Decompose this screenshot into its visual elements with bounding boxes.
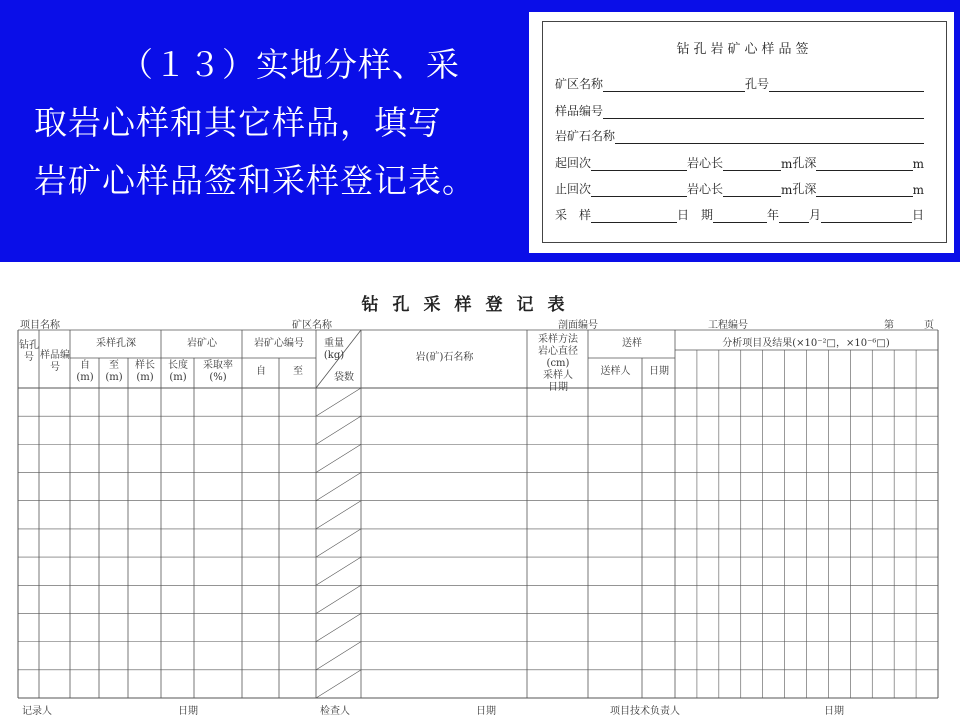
- footer-recorder: 记录人: [22, 706, 52, 717]
- meta-section-no: 剖面编号: [558, 320, 598, 331]
- hdr-analysis: 分析项目及结果(×10⁻²□，×10⁻⁶□): [722, 338, 890, 349]
- hdr-core-from: 自: [256, 366, 266, 377]
- hdr-sampler-date: 日期: [548, 382, 568, 393]
- label-end-blank: [591, 182, 687, 197]
- label-rock-blank: [615, 129, 924, 144]
- slide-line-3: 岩矿心样品签和采样登记表。: [34, 161, 476, 200]
- label-row-start: [555, 153, 924, 171]
- slide-text: [34, 36, 514, 210]
- grid-row-diagonal-8: [316, 613, 361, 641]
- hdr-length: [162, 360, 194, 384]
- label-year: 年: [767, 208, 780, 222]
- label-core-length-2: 岩心长: [687, 182, 724, 196]
- label-unit-m: m: [781, 157, 793, 171]
- label-rock-name: 岩矿石名称: [555, 129, 616, 143]
- meta-mine-name: 矿区名称: [292, 320, 332, 331]
- label-sampling-blank: [591, 208, 677, 223]
- hdr-length-unit: (m): [169, 372, 187, 383]
- hdr-sample-no: 样品编号: [40, 350, 70, 373]
- label-row-rock: [555, 126, 924, 144]
- hdr-hole-no: 钻孔号: [19, 340, 39, 363]
- footer-date-3: 日期: [824, 706, 844, 717]
- footer-checker: 检查人: [320, 706, 350, 717]
- hdr-weight-text: 重量: [324, 338, 344, 349]
- hdr-core-no: 岩矿心编号: [254, 338, 304, 349]
- hdr-to: [100, 360, 128, 384]
- hdr-bags: 袋数: [334, 372, 354, 383]
- slide-line-1: （１３）实地分样、采: [120, 45, 460, 84]
- grid-row-diagonal-5: [316, 529, 361, 557]
- footer-tech-lead: 项目技术负责人: [610, 706, 680, 717]
- label-day-blank: [821, 208, 912, 223]
- hdr-from: [71, 360, 99, 384]
- sample-label-frame: [542, 21, 947, 243]
- hdr-core: 岩矿心: [187, 338, 217, 349]
- hdr-diameter-unit: (cm): [546, 358, 570, 369]
- label-end-run: 止回次: [555, 182, 592, 196]
- label-sampling: 采 样: [555, 208, 592, 222]
- grid-row-diagonal-2: [316, 444, 361, 472]
- label-unit-m-4: m: [912, 183, 924, 197]
- label-sample-no: 样品编号: [555, 104, 604, 118]
- hdr-method-text: 采样方法: [538, 334, 578, 345]
- label-hole-no: 孔号: [745, 77, 770, 91]
- hdr-from-text: 自: [80, 360, 90, 371]
- label-month-blank: [779, 208, 809, 223]
- label-row-mine: [555, 74, 924, 92]
- meta-page-suffix: 页: [924, 320, 934, 331]
- grid-row-diagonal-7: [316, 585, 361, 613]
- label-sample-blank: [603, 104, 924, 119]
- register-grid: [0, 262, 960, 720]
- hdr-sample-length-text: 样长: [135, 360, 155, 371]
- footer-date-1: 日期: [178, 706, 198, 717]
- slide-line-2: 取岩心样和其它样品，填写: [34, 103, 442, 142]
- hdr-deliverer: 送样人: [600, 366, 631, 377]
- hdr-from-unit: (m): [76, 372, 94, 383]
- label-day: 日: [911, 208, 924, 222]
- sample-label-title: 钻孔岩矿心样品签: [676, 42, 813, 57]
- hdr-to-unit: (m): [105, 372, 123, 383]
- footer-date-2: 日期: [476, 706, 496, 717]
- label-row-sampling: [555, 205, 924, 223]
- label-mine-name: 矿区名称: [555, 77, 604, 91]
- label-core-blank-2: [723, 182, 781, 197]
- hdr-sample-length-unit: (m): [136, 372, 154, 383]
- label-hole-blank: [769, 77, 924, 92]
- label-year-blank: [713, 208, 767, 223]
- hdr-diameter-text: 岩心直径: [538, 346, 578, 357]
- label-depth-blank: [816, 156, 912, 171]
- label-hole-depth-2: 孔深: [792, 182, 817, 196]
- grid-row-diagonal-6: [316, 557, 361, 585]
- meta-project-no: 工程编号: [708, 320, 748, 331]
- hdr-length-text: 长度: [168, 360, 188, 371]
- grid-row-diagonal-10: [316, 670, 361, 698]
- label-start-run: 起回次: [555, 156, 592, 170]
- hdr-recovery: [195, 360, 241, 384]
- label-unit-m-2: m: [912, 157, 924, 171]
- hdr-delivery-date: 日期: [649, 366, 669, 377]
- label-core-length: 岩心长: [687, 156, 724, 170]
- hdr-recovery-unit: (%): [209, 372, 227, 383]
- label-hole-depth: 孔深: [792, 156, 817, 170]
- hdr-method: [528, 334, 588, 394]
- hdr-sampler-text: 采样人: [543, 370, 573, 381]
- hdr-sample-length: [129, 360, 161, 384]
- label-row-sample: [555, 101, 924, 119]
- label-unit-m-3: m: [781, 183, 793, 197]
- register-title: 钻孔采样登记表: [361, 295, 579, 315]
- grid-row-diagonal-9: [316, 642, 361, 670]
- hdr-weight-unit: (kg): [323, 350, 345, 361]
- grid-row-diagonal-0: [316, 388, 361, 416]
- hdr-rock-name: 岩(矿)石名称: [415, 352, 474, 363]
- label-date: 日 期: [677, 208, 714, 222]
- hdr-sampling-depth: 采样孔深: [96, 338, 136, 349]
- grid-row-diagonal-3: [316, 473, 361, 501]
- label-start-blank: [591, 156, 687, 171]
- hdr-core-to: 至: [293, 366, 303, 377]
- meta-project-name: 项目名称: [20, 320, 60, 331]
- label-mine-blank: [603, 77, 745, 92]
- hdr-to-text: 至: [109, 360, 119, 371]
- hdr-recovery-text: 采取率: [203, 360, 233, 371]
- hdr-weight: [317, 338, 351, 362]
- sampling-register-sheet: [0, 262, 960, 720]
- grid-row-diagonal-1: [316, 416, 361, 444]
- grid-row-diagonal-4: [316, 501, 361, 529]
- hdr-delivery: 送样: [622, 338, 642, 349]
- meta-page-prefix: 第: [884, 320, 894, 331]
- label-month: 月: [809, 208, 822, 222]
- sample-label-card: [529, 12, 954, 253]
- label-depth-blank-2: [816, 182, 912, 197]
- label-core-blank: [723, 156, 781, 171]
- label-row-end: [555, 179, 924, 197]
